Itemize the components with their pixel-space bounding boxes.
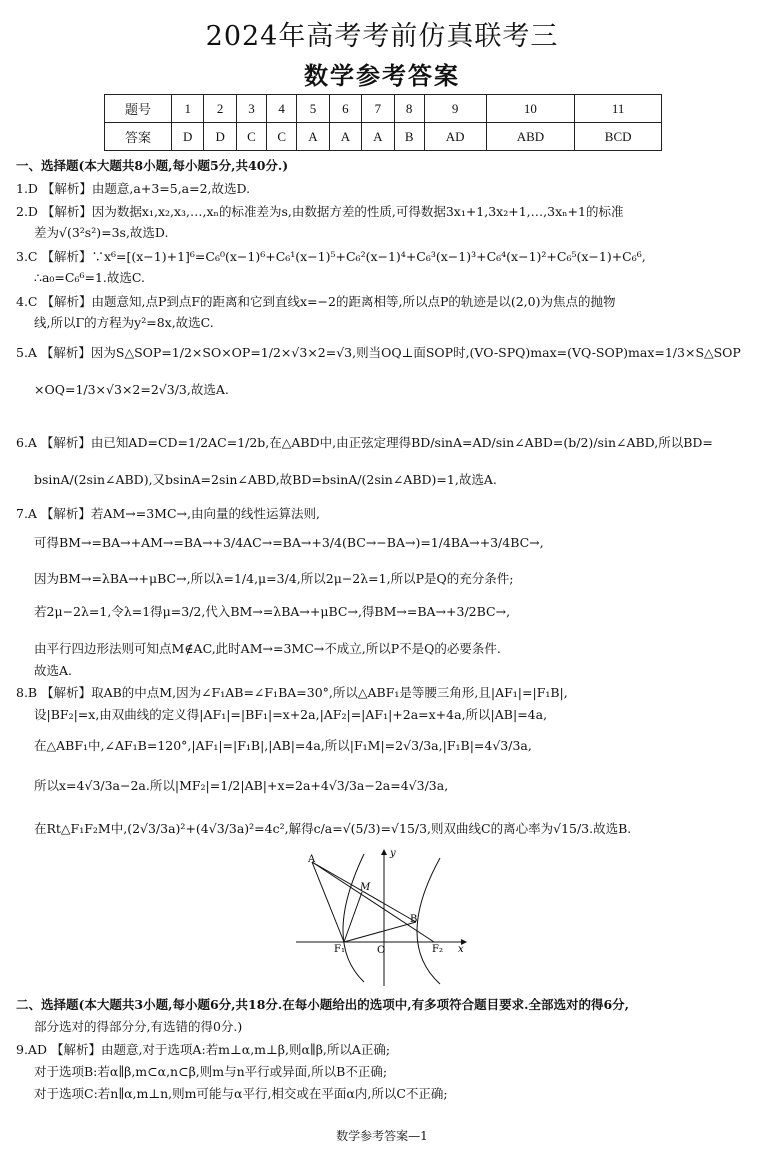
solution-line: 线,所以Γ的方程为y²=8x,故选C.: [34, 315, 214, 330]
label-o: O: [377, 945, 386, 956]
table-cell: 4: [267, 95, 297, 123]
label-m: M: [360, 882, 371, 893]
label-b: B: [410, 914, 418, 925]
table-cell: 8: [394, 95, 424, 123]
solution-line: 9.AD 【解析】由题意,对于选项A:若m⊥α,m⊥β,则α∥β,所以A正确;: [16, 1042, 391, 1057]
hyperbola-figure: [292, 848, 472, 988]
table-row-answers: [105, 123, 662, 151]
solution-line: ∴a₀=C₆⁶=1.故选C.: [34, 270, 145, 285]
page-title: 2024年高考考前仿真联考三: [205, 21, 559, 52]
solution-line: 在Rt△F₁F₂M中,(2√3/3a)²+(4√3/3a)²=4c²,解得c/a=√(5/3)=√15/3,则双曲线C的离心率为√15/3.故选B.: [34, 821, 632, 836]
page-footer: 数学参考答案—1: [336, 1129, 428, 1143]
label-f2: F₂: [432, 944, 443, 955]
section-heading-1: 一、选择题(本大题共8小题,每小题5分,共40分.): [16, 158, 289, 173]
table-cell: 7: [362, 95, 394, 123]
solution-line: ×OQ=1/3×√3×2=2√3/3,故选A.: [34, 382, 229, 397]
solution-line: 7.A 【解析】若AM→=3MC→,由向量的线性运算法则,: [16, 506, 320, 521]
solution-line: bsinA/(2sin∠ABD),又bsinA=2sin∠ABD,故BD=bsinA/(2sin∠ABD)=1,故选A.: [34, 472, 497, 487]
table-cell: 1: [172, 95, 204, 123]
solution-line: 对于选项B:若α∥β,m⊂α,n⊂β,则m与n平行或异面,所以B不正确;: [34, 1064, 388, 1079]
solution-line: 2.D 【解析】因为数据x₁,x₂,x₃,…,xₙ的标准差为s,由数据方差的性质,可得数据3x₁+1,3x₂+1,…,3xₙ+1的标准: [16, 204, 624, 219]
table-cell: A: [362, 123, 394, 151]
solution-line: 3.C 【解析】∵x⁶=[(x−1)+1]⁶=C₆⁰(x−1)⁶+C₆¹(x−1)⁵+C₆²(x−1)⁴+C₆³(x−1)³+C₆⁴(x−1)²+C₆⁵(x−1)+C₆⁶,: [16, 249, 646, 264]
solution-line: 若2μ−2λ=1,令λ=1得μ=3/2,代入BM→=λBA→+μBC→,得BM→=BA→+3/2BC→,: [34, 604, 511, 619]
label-a: A: [308, 854, 316, 865]
table-cell: A: [297, 123, 329, 151]
table-row-numbers: [105, 95, 662, 123]
solution-line: 差为√(3²s²)=3s,故选D.: [34, 225, 169, 240]
table-cell: BCD: [575, 123, 662, 151]
solution-line: 1.D 【解析】由题意,a+3=5,a=2,故选D.: [16, 181, 251, 196]
table-cell: ABD: [486, 123, 575, 151]
table-cell: D: [172, 123, 204, 151]
solution-line: 6.A 【解析】由已知AD=CD=1/2AC=1/2b,在△ABD中,由正弦定理得BD/sinA=AD/sin∠ABD=(b/2)/sin∠ABD,所以BD=: [16, 435, 713, 450]
solution-line: 8.B 【解析】取AB的中点M,因为∠F₁AB=∠F₁BA=30°,所以△ABF₁是等腰三角形,且|AF₁|=|F₁B|,: [16, 685, 568, 700]
page-subtitle: 数学参考答案: [304, 62, 460, 90]
segment-f1b: [344, 922, 416, 942]
solution-line: 故选A.: [34, 663, 73, 678]
segment-af1: [312, 862, 344, 942]
table-cell: 2: [204, 95, 236, 123]
table-cell: D: [204, 123, 236, 151]
table-cell: 9: [424, 95, 486, 123]
label-y: y: [390, 848, 396, 859]
table-cell: 10: [486, 95, 575, 123]
table-cell: A: [329, 123, 361, 151]
table-cell: 5: [297, 95, 329, 123]
answer-table: [104, 94, 662, 151]
label-f1: F₁: [334, 944, 345, 955]
row-label-numbers: 题号: [105, 95, 172, 123]
solution-line: 在△ABF₁中,∠AF₁B=120°,|AF₁|=|F₁B|,|AB|=4a,所以|F₁M|=2√3/3a,|F₁B|=4√3/3a,: [34, 738, 532, 753]
label-x: x: [458, 944, 464, 955]
solution-line: 因为BM→=λBA→+μBC→,所以λ=1/4,μ=3/4,所以2μ−2λ=1,所以P是Q的充分条件;: [34, 571, 514, 586]
table-cell: 3: [236, 95, 266, 123]
solution-line: 5.A 【解析】因为S△SOP=1/2×SO×OP=1/2×√3×2=√3,则当OQ⊥面SOP时,(VO-SPQ)max=(VQ-SOP)max=1/3×S△SOP: [16, 345, 741, 360]
hyperbola-left-branch: [343, 854, 364, 982]
solution-line: 可得BM→=BA→+AM→=BA→+3/4AC→=BA→+3/4(BC→−BA→)=1/4BA→+3/4BC→,: [34, 535, 544, 550]
table-cell: 11: [575, 95, 662, 123]
table-cell: C: [267, 123, 297, 151]
row-label-answers: 答案: [105, 123, 172, 151]
table-cell: 6: [329, 95, 361, 123]
solution-line: 4.C 【解析】由题意知,点P到点F的距离和它到直线x=−2的距离相等,所以点P的轨迹是以(2,0)为焦点的抛物: [16, 294, 616, 309]
solution-line: 设|BF₂|=x,由双曲线的定义得|AF₁|=|BF₁|=x+2a,|AF₂|=|AF₁|+2a=x+4a,所以|AB|=4a,: [34, 707, 548, 722]
hyperbola-right-branch: [417, 858, 440, 984]
solution-line: 由平行四边形法则可知点M∉AC,此时AM→=3MC→不成立,所以P不是Q的必要条件.: [34, 641, 501, 656]
segment-af2: [312, 862, 434, 942]
section-heading-2: 二、选择题(本大题共3小题,每小题6分,共18分.在每小题给出的选项中,有多项符合题目要求.全部选对的得6分,: [16, 997, 630, 1012]
solution-line: 所以x=4√3/3a−2a.所以|MF₂|=1/2|AB|+x=2a+4√3/3a−2a=4√3/3a,: [34, 778, 449, 793]
solution-line: 部分选对的得部分分,有选错的得0分.): [34, 1019, 243, 1034]
table-cell: B: [394, 123, 424, 151]
table-cell: C: [236, 123, 266, 151]
table-cell: AD: [424, 123, 486, 151]
solution-line: 对于选项C:若n∥α,m⊥n,则m可能与α平行,相交或在平面α内,所以C不正确;: [34, 1086, 448, 1101]
